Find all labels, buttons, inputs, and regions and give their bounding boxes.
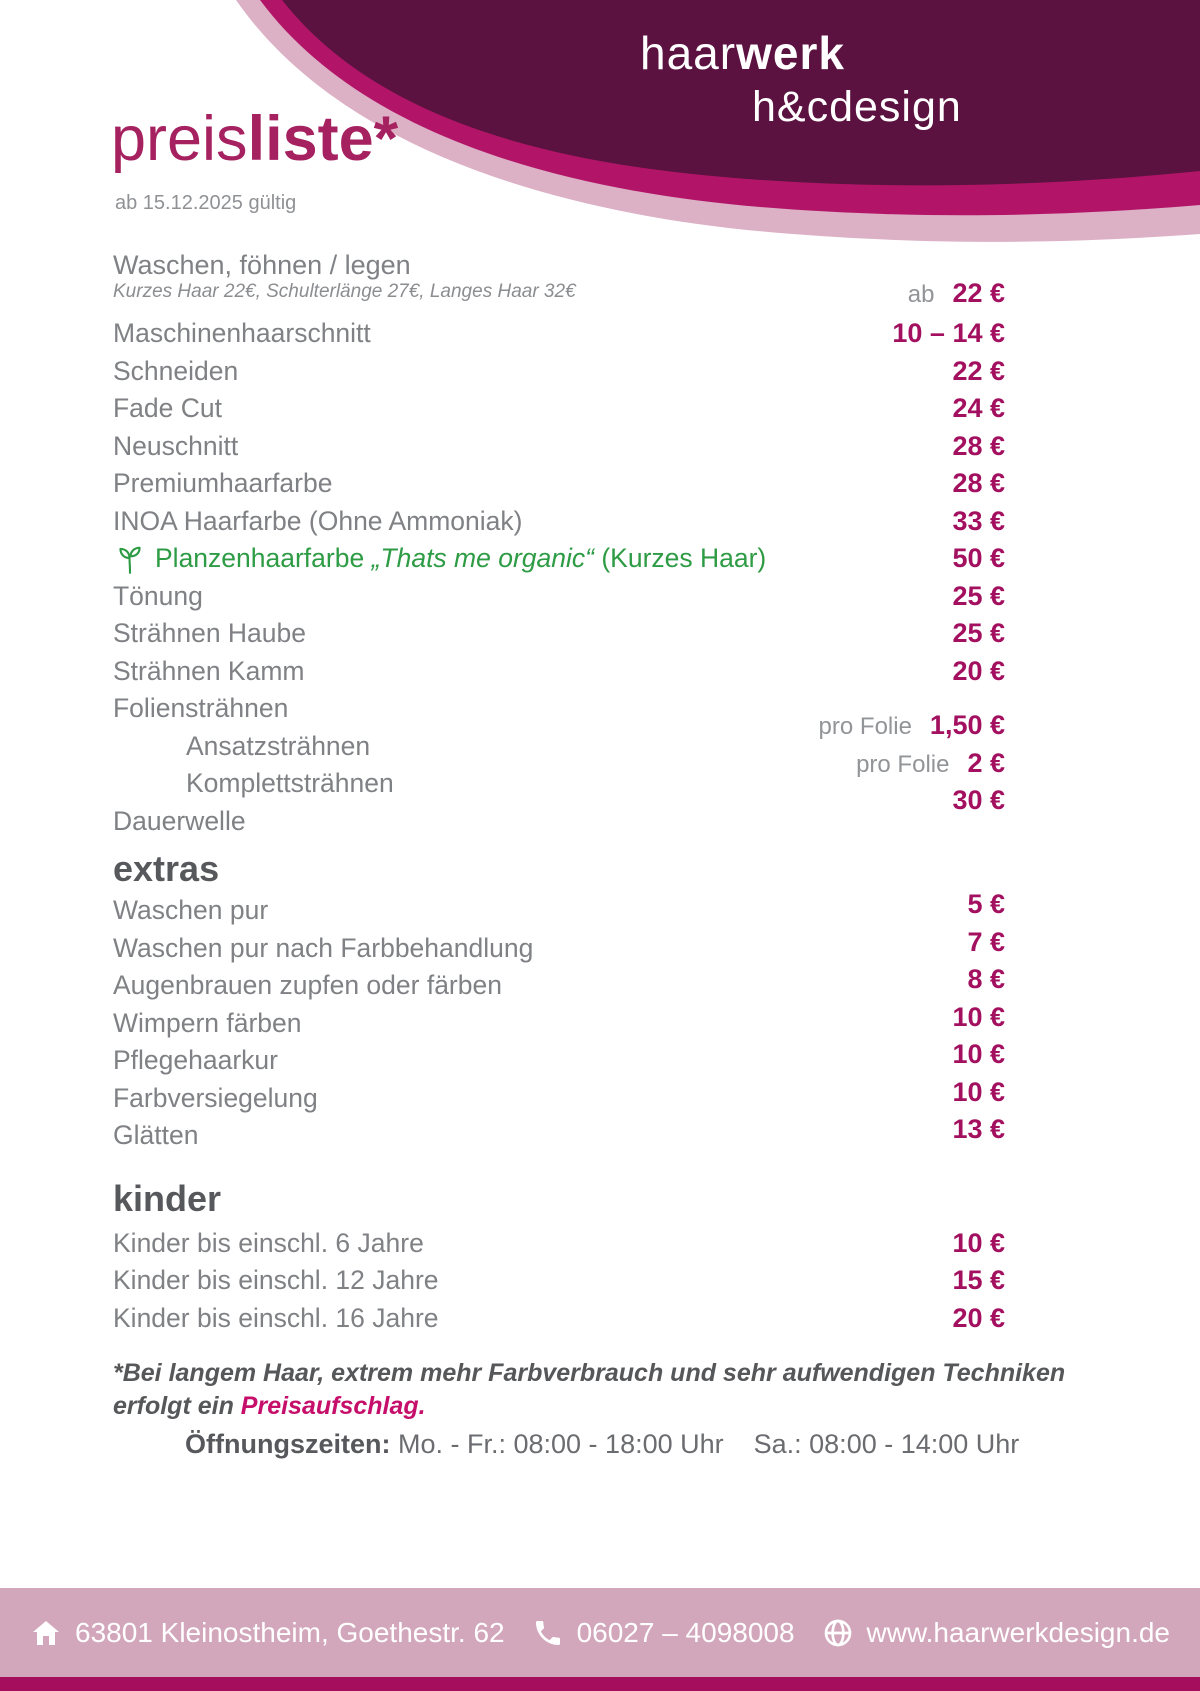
price-list-content	[113, 248, 1066, 1460]
price-cell	[892, 318, 1005, 349]
price-value: 20 €	[952, 1302, 1005, 1333]
price-row	[113, 653, 1005, 691]
service-label: Augenbrauen zupfen oder färben	[113, 970, 502, 1001]
service-label: Maschinenhaarschnitt	[113, 318, 371, 349]
price-row	[113, 690, 1005, 741]
page-title: preisliste*	[111, 104, 399, 174]
service-subtitle: Kurzes Haar 22€, Schulterlänge 27€, Langes Haar 32€	[113, 281, 576, 302]
footnote-line2: erfolgt ein Preisaufschlag.	[113, 1392, 426, 1420]
service-label: Kinder bis einschl. 16 Jahre	[113, 1302, 439, 1333]
service-label-wrap	[113, 1303, 439, 1334]
opening-hours-label: Öffnungszeiten:	[185, 1429, 391, 1459]
price-cell	[952, 1002, 1005, 1033]
service-label-wrap	[113, 1265, 439, 1296]
footer-phone-group	[532, 1617, 795, 1649]
price-cell	[952, 785, 1005, 816]
price-cell	[952, 1114, 1005, 1145]
price-value: 25 €	[952, 580, 1005, 611]
service-label: Fade Cut	[113, 393, 223, 424]
price-value: 24 €	[952, 393, 1005, 424]
service-label-wrap	[113, 731, 370, 762]
service-label-wrap	[113, 970, 502, 1001]
service-label-wrap	[113, 1045, 278, 1076]
price-cell	[952, 506, 1005, 537]
service-label-wrap	[113, 506, 522, 537]
price-cell	[952, 393, 1005, 424]
service-label: Komplettsträhnen	[186, 768, 394, 799]
service-label: Dauerwelle	[113, 805, 246, 836]
price-note: ab	[907, 281, 935, 308]
service-label: Kinder bis einschl. 12 Jahre	[113, 1265, 439, 1296]
price-cell	[952, 1303, 1005, 1334]
service-label: Wimpern färben	[113, 1007, 302, 1038]
service-label: Pflegehaarkur	[113, 1045, 278, 1076]
service-label-part: Planzenhaarfarbe	[155, 543, 372, 574]
price-row	[113, 1001, 1005, 1043]
price-value: 22 €	[952, 355, 1005, 386]
price-row	[113, 1114, 1005, 1155]
price-row	[113, 1076, 1005, 1118]
home-icon	[30, 1617, 62, 1649]
footer-address-group	[30, 1617, 505, 1649]
globe-icon	[822, 1617, 854, 1649]
price-row	[113, 428, 1005, 466]
price-value: 20 €	[952, 655, 1005, 686]
footer-address: 63801 Kleinostheim, Goethestr. 62	[75, 1616, 505, 1648]
price-value: 30 €	[952, 785, 1005, 816]
service-label: Foliensträhnen	[113, 693, 289, 724]
price-cell	[967, 889, 1005, 920]
price-value: 10 €	[952, 1076, 1005, 1107]
logo-line1: haarwerk	[640, 27, 845, 79]
footer-website-group	[822, 1617, 1171, 1649]
price-note: pro Folie	[856, 750, 950, 778]
service-label: Ansatzsträhnen	[186, 730, 371, 761]
service-label: Tönung	[113, 580, 203, 611]
price-value: 10 €	[952, 1227, 1005, 1258]
service-label-wrap	[113, 1228, 424, 1259]
bottom-accent-strip	[0, 1677, 1200, 1691]
service-label: Neuschnitt	[113, 430, 239, 461]
price-value: 10 €	[952, 1001, 1005, 1032]
price-row	[113, 503, 1005, 541]
price-row	[113, 1300, 1005, 1338]
price-cell	[952, 1077, 1005, 1108]
price-note: pro Folie	[818, 713, 912, 741]
phone-icon	[532, 1617, 564, 1649]
price-cell	[952, 581, 1005, 612]
price-value: 22 €	[952, 278, 1005, 308]
service-label-wrap	[113, 356, 238, 387]
price-row	[113, 578, 1005, 616]
opening-hours-weekdays: Mo. - Fr.: 08:00 - 18:00 Uhr	[390, 1429, 724, 1459]
price-cell	[952, 1228, 1005, 1259]
price-cell	[952, 1039, 1005, 1070]
service-label-wrap	[113, 393, 222, 424]
price-row	[113, 390, 1005, 428]
logo-line2: h&cdesign	[752, 83, 962, 131]
service-label-wrap	[113, 431, 238, 462]
price-row	[113, 1262, 1005, 1300]
price-row	[113, 615, 1005, 653]
price-value: 28 €	[952, 430, 1005, 461]
price-value: 10 €	[952, 1039, 1005, 1070]
service-label-part: „Thats me organic“	[371, 543, 594, 574]
price-value: 8 €	[967, 964, 1005, 995]
service-label-wrap	[113, 248, 576, 304]
price-value: 28 €	[952, 468, 1005, 499]
price-cell	[856, 748, 1005, 779]
price-value: 7 €	[967, 926, 1005, 957]
service-label-wrap	[113, 895, 268, 926]
salon-logo	[640, 27, 962, 131]
service-label-wrap	[113, 806, 246, 837]
service-label	[155, 543, 766, 574]
price-row	[113, 465, 1005, 503]
price-value: 10 – 14 €	[892, 318, 1005, 349]
service-label-part: (Kurzes Haar)	[593, 543, 767, 574]
service-label-wrap	[113, 933, 533, 964]
price-value: 13 €	[952, 1114, 1005, 1145]
service-label: Schneiden	[113, 355, 239, 386]
service-label: Farbversiegelung	[113, 1082, 318, 1113]
extras-section	[113, 889, 1005, 1155]
price-value: 15 €	[952, 1265, 1005, 1296]
service-label-wrap	[113, 1008, 302, 1039]
price-cell	[819, 710, 1005, 741]
price-cell	[952, 543, 1005, 574]
opening-hours	[113, 1429, 1020, 1460]
footnote-line1: *Bei langem Haar, extrem mehr Farbverbrauch und sehr aufwendigen Techniken	[113, 1359, 1066, 1387]
service-label-wrap	[113, 1120, 198, 1151]
service-label-wrap	[113, 768, 394, 799]
price-cell	[952, 431, 1005, 462]
service-label: Waschen pur	[113, 895, 269, 926]
price-cell	[952, 468, 1005, 499]
price-cell	[908, 278, 1005, 309]
services-section	[113, 248, 1005, 840]
service-label-wrap	[113, 656, 304, 687]
kinder-heading: kinder	[113, 1177, 222, 1219]
service-label-wrap	[113, 1083, 318, 1114]
footer-website: www.haarwerkdesign.de	[866, 1616, 1170, 1648]
extras-heading: extras	[113, 848, 220, 889]
service-label-wrap	[113, 693, 288, 724]
kinder-section	[113, 1225, 1005, 1338]
price-row	[113, 315, 1005, 353]
service-label: Glätten	[113, 1120, 199, 1151]
service-label-wrap	[113, 318, 371, 349]
price-cell	[967, 927, 1005, 958]
price-value: 50 €	[952, 543, 1005, 574]
leaf-icon	[113, 542, 147, 576]
price-cell	[952, 1265, 1005, 1296]
service-label: Premiumhaarfarbe	[113, 468, 333, 499]
valid-from-date: ab 15.12.2025 gültig	[115, 192, 297, 214]
service-label: Strähnen Kamm	[113, 655, 305, 686]
footer-bar	[0, 1588, 1200, 1677]
price-row	[113, 1039, 1005, 1080]
opening-hours-saturday: Sa.: 08:00 - 14:00 Uhr	[753, 1429, 1020, 1459]
service-label: Strähnen Haube	[113, 618, 307, 649]
price-value: 2 €	[967, 747, 1005, 778]
service-label-wrap	[113, 618, 306, 649]
price-row	[113, 926, 1005, 968]
service-label-wrap	[113, 468, 332, 499]
price-value: 25 €	[952, 618, 1005, 649]
service-label: Waschen, föhnen / legen	[113, 250, 411, 280]
price-row	[113, 1225, 1005, 1263]
service-label-wrap	[155, 543, 766, 574]
price-value: 5 €	[967, 889, 1005, 920]
service-label-wrap	[113, 581, 203, 612]
service-label: Kinder bis einschl. 6 Jahre	[113, 1227, 424, 1258]
price-value: 1,50 €	[929, 710, 1005, 741]
price-row	[113, 889, 1005, 930]
price-value: 33 €	[952, 505, 1005, 536]
price-row	[113, 540, 1005, 578]
price-row	[113, 353, 1005, 391]
price-row	[113, 248, 1005, 315]
footnote-highlight: Preisaufschlag.	[240, 1392, 426, 1420]
service-label: Waschen pur nach Farbbehandlung	[113, 932, 534, 963]
service-label: INOA Haarfarbe (Ohne Ammoniak)	[113, 505, 523, 536]
price-cell	[967, 964, 1005, 995]
price-cell	[952, 356, 1005, 387]
price-row	[113, 803, 1005, 841]
price-row	[113, 964, 1005, 1005]
price-cell	[952, 618, 1005, 649]
footnote	[113, 1357, 1066, 1423]
footer-phone: 06027 – 4098008	[576, 1616, 795, 1648]
price-cell	[952, 656, 1005, 687]
